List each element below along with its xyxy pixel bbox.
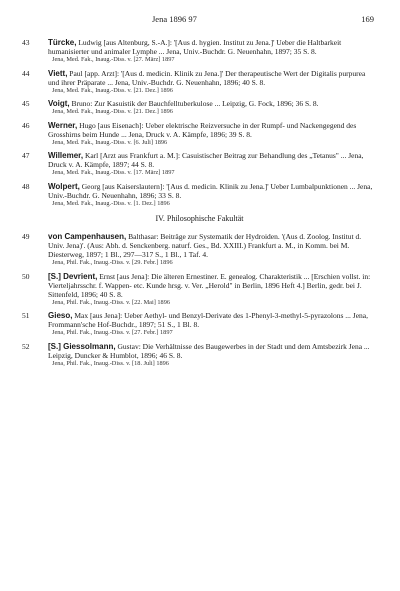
entry-citation xyxy=(48,69,377,87)
author-name: von Campenhausen, xyxy=(48,232,127,241)
bibliography-entry xyxy=(22,232,377,268)
entry-citation xyxy=(48,182,377,200)
author-name: Werner, xyxy=(48,120,78,130)
bibliography-entry xyxy=(22,69,377,96)
entry-text: Hugo [aus Eisenach]: Ueber elektrische Reizversuche in der Rumpf- und Nackengegend des Grosshirns beim Hunde ... Jena, Druck v. A. Kämpfe, 1896; 39 S. 8. xyxy=(48,120,357,139)
dissertation-note: Jena, Phil. Fak., Inaug.-Diss. v. [29. Febr.] 1896 xyxy=(52,259,173,266)
dissertation-note: Jena, Phil. Fak., Inaug.-Diss. v. [18. Juli] 1896 xyxy=(52,359,169,367)
dissertation-note: Jena, Phil. Fak., Inaug.-Diss. v. [22. Mai] 1896 xyxy=(52,298,170,306)
author-name: [S.] Giessolmann, xyxy=(48,341,116,351)
entry-text: Georg [aus Kaiserslautern]: '[Aus d. medicin. Klinik zu Jena.]' Ueber Lumbalpunktionen ... Jena, Univ.-Buchdr. G. Neuenhahn, 1896; 33 S. 8. xyxy=(48,181,373,200)
entry-citation xyxy=(48,342,377,360)
entry-number: 45 xyxy=(22,99,30,108)
author-name: Türcke, xyxy=(48,38,77,47)
entry-number: 51 xyxy=(22,311,30,320)
bibliography-entry xyxy=(22,151,377,178)
entry-text: Balthasar: Beiträge zur Systematik der Hydroiden. '(Aus d. Zoolog. Institut d. Univ. Jena)'. (Aus: Abh. d. Senckenberg. naturf. Ges., Bd. XXIII.) Frankfurt a. M., in Komm. bei M. Diesterweg, 1897; 1 Bl., 297—317 S., 1 Bl., 1 Taf. 4. xyxy=(48,232,362,259)
entry-number: 43 xyxy=(22,38,30,47)
bibliography-entry xyxy=(22,99,377,117)
entry-citation xyxy=(48,232,377,259)
bibliography-entry xyxy=(22,272,377,308)
entry-citation xyxy=(48,272,377,299)
entry-citation xyxy=(48,121,377,139)
entry-list xyxy=(22,38,377,372)
bibliography-entry xyxy=(22,342,377,369)
entry-citation xyxy=(48,311,377,329)
entry-number: 52 xyxy=(22,341,30,351)
entry-text: Max [aus Jena]: Ueber Aethyl- und Benzyl-Derivate des 1-Phenyl-3-methyl-5-pyrazolons ... Jena, Frommann'sche Hof-Buchdr., 1897; 51 S., 1 Bl. 8. xyxy=(48,311,368,329)
entry-citation xyxy=(48,38,377,56)
entry-citation xyxy=(48,99,377,108)
entry-number: 50 xyxy=(22,271,30,281)
entry-text: Ludwig [aus Altenburg, S.-A.]: '[Aus d. hygien. Institut zu Jena.]' Ueber die Haltbarkeit humanisierter und animaler Lymphe ... Jena, Univ.-Buchdr. G. Neuenhahn, 1897; 35 S. 8. xyxy=(48,38,342,56)
running-title: Jena 1896 97 xyxy=(152,14,197,24)
entry-text: Karl [Arzt aus Frankfurt a. M.]: Casuistischer Beitrag zur Behandlung des „Tetanus" ... Jena, Druck v. A. Kämpfe, 1897; 44 S. 8. xyxy=(48,151,364,169)
dissertation-note: Jena, Med. Fak., Inaug.-Diss. v. [6. Juli] 1896 xyxy=(52,138,168,146)
dissertation-note: Jena, Med. Fak., Inaug.-Diss. v. [17. März] 1897 xyxy=(52,169,175,176)
author-name: Voigt, xyxy=(48,99,70,108)
entry-text: Ernst [aus Jena]: Die älteren Ernestiner. E. genealog. Charakteristik ... [Erschien vollst. in: Vierteljahrsschr. f. Wappen- etc. Kunde hrsg. v. Ver. „Herold" in Berlin, 1896 Heft 4.] Berlin, gedr. bei J. Sittenfeld, 1896; 40 S. 8. xyxy=(48,271,371,299)
bibliography-entry xyxy=(22,182,377,209)
dissertation-note: Jena, Med. Fak., Inaug.-Diss. v. [21. Dez.] 1896 xyxy=(52,108,173,115)
page-header xyxy=(152,14,374,26)
author-name: Gieso, xyxy=(48,311,73,320)
entry-number: 47 xyxy=(22,151,30,160)
entry-citation xyxy=(48,151,377,169)
entry-number: 46 xyxy=(22,120,30,130)
dissertation-note: Jena, Med. Fak., Inaug.-Diss. v. [21. Dez.] 1896 xyxy=(52,86,173,94)
entry-text: Paul [app. Arzt]: '[Aus d. medicin. Klinik zu Jena.]' Der therapeutische Wert der Digitalis purpurea und ihrer Präparate ... Jena, Univ.-Buchdr. G. Neuenhahn, 1896; 40 S. 8. xyxy=(48,68,366,87)
bibliography-entry xyxy=(22,121,377,148)
entry-text: Bruno: Zur Kasuistik der Bauchfelltuberkulose ... Leipzig, G. Fock, 1896; 36 S. 8. xyxy=(69,99,319,108)
bibliography-entry xyxy=(22,38,377,65)
section-heading: IV. Philosophische Fakultät xyxy=(155,214,244,223)
author-name: Wolpert, xyxy=(48,181,80,191)
entry-text: Gustav: Die Verhältnisse des Baugewerbes in der Stadt und dem Amtsbezirk Jena ... Leipzig, Duncker & Humblot, 1896; 46 S. 8. xyxy=(48,341,370,360)
entry-number: 49 xyxy=(22,232,30,241)
bibliography-entry xyxy=(22,311,377,338)
entry-number: 44 xyxy=(22,68,30,78)
dissertation-note: Jena, Med. Fak., Inaug.-Diss. v. [27. März] 1897 xyxy=(52,56,175,63)
dissertation-note: Jena, Med. Fak., Inaug.-Diss. v. [1. Dez.] 1896 xyxy=(52,199,170,207)
page-number: 169 xyxy=(361,14,374,24)
author-name: Willemer, xyxy=(48,151,84,160)
author-name: [S.] Devrient, xyxy=(48,271,98,281)
dissertation-note: Jena, Phil. Fak., Inaug.-Diss. v. [27. Febr.] 1897 xyxy=(52,329,173,336)
entry-number: 48 xyxy=(22,181,30,191)
author-name: Viett, xyxy=(48,68,68,78)
